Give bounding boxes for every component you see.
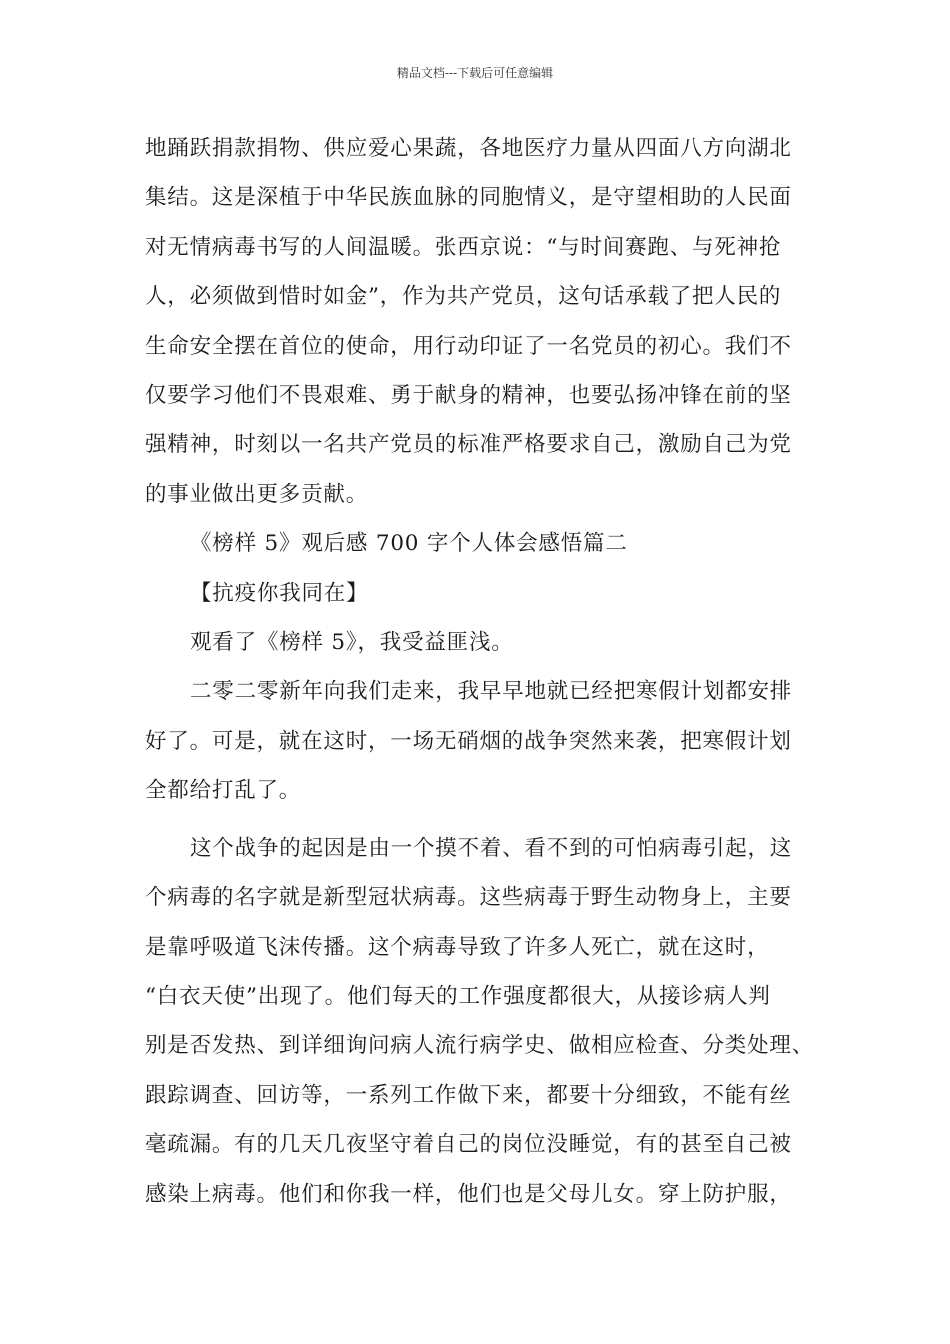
- text-line: 全都给打乱了。: [145, 778, 302, 804]
- text-line: 生命安全摆在首位的使命，用行动印证了一名党员的初心。我们不: [145, 333, 792, 359]
- paragraph-3: [145, 824, 835, 1219]
- paragraph-intro: [145, 618, 835, 667]
- text-line: “白衣天使”出现了。他们每天的工作强度都很大，从接诊病人判: [145, 983, 771, 1009]
- text-line: 强精神，时刻以一名共产党员的标准严格要求自己，激励自己为党: [145, 432, 792, 458]
- text-line: 感染上病毒。他们和你我一样，他们也是父母儿女。穿上防护服，: [145, 1181, 792, 1207]
- text-line: 《榜样 5》观后感 700 字个人体会感悟篇二: [190, 531, 628, 557]
- text-line: 观看了《榜样 5》，我受益匪浅。: [190, 630, 514, 656]
- text-line: 别是否发热、到详细询问病人流行病学史、做相应检查、分类处理、: [145, 1033, 815, 1059]
- section-subtitle: [145, 569, 835, 618]
- text-line: 二零二零新年向我们走来，我早早地就已经把寒假计划都安排: [190, 679, 793, 705]
- text-line: 跟踪调查、回访等，一系列工作做下来，都要十分细致，不能有丝: [145, 1082, 792, 1108]
- text-line: 的事业做出更多贡献。: [145, 481, 369, 507]
- text-line: 集结。这是深植于中华民族血脉的同胞情义，是守望相助的人民面: [145, 185, 792, 211]
- text-line: 对无情病毒书写的人间温暖。张西京说：“与时间赛跑、与死神抢: [145, 234, 782, 260]
- text-line: 毫疏漏。有的几天几夜坚守着自己的岗位没睡觉，有的甚至自己被: [145, 1132, 792, 1158]
- document-body: [145, 124, 835, 1219]
- text-line: 【抗疫你我同在】: [190, 580, 369, 606]
- paragraph-1: [145, 124, 835, 519]
- paragraph-2: [145, 667, 835, 815]
- text-line: 人，必须做到惜时如金”，作为共产党员，这句话承载了把人民的: [145, 284, 782, 310]
- text-line: 地踊跃捐款捐物、供应爱心果蔬，各地医疗力量从四面八方向湖北: [145, 136, 792, 161]
- page-header: 精品文档---下载后可任意编辑: [396, 66, 554, 80]
- text-line: 好了。可是，就在这时，一场无硝烟的战争突然来袭，把寒假计划: [145, 728, 792, 754]
- text-line: 个病毒的名字就是新型冠状病毒。这些病毒于野生动物身上，主要: [145, 885, 792, 911]
- text-line: 仅要学习他们不畏艰难、勇于献身的精神，也要弘扬冲锋在前的坚: [145, 383, 792, 409]
- text-line: 是靠呼吸道飞沫传播。这个病毒导致了许多人死亡，就在这时，: [145, 934, 770, 960]
- section-title: [145, 519, 835, 568]
- text-line: 这个战争的起因是由一个摸不着、看不到的可怕病毒引起，这: [190, 835, 793, 861]
